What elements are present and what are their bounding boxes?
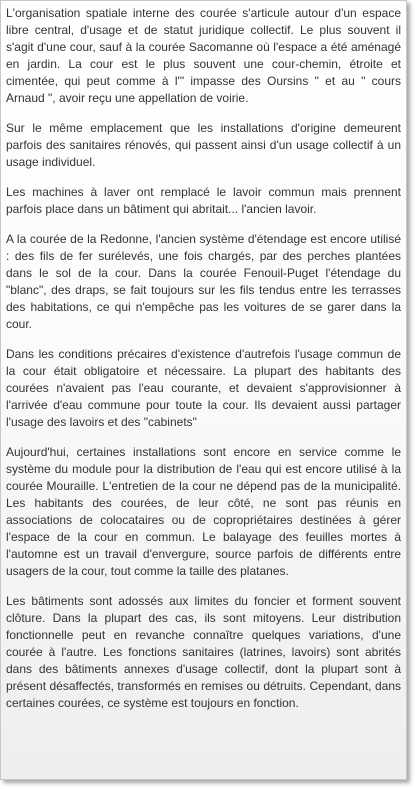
- paragraph-usage-commun: Dans les conditions précaires d'existence d'autrefois l'usage commun de la cour était obligatoire et nécessaire. La plupart des habitants des courées n'avaient pas l'eau courante, et devaient s'approvisionner à l'arrivée d'eau commune pour toute la cour. Ils devaient aussi partager l'usage des lavoirs et des "cabinets": [6, 347, 401, 429]
- paragraph-sanitaires: Sur le même emplacement que les installations d'origine demeurent parfois des sanitaires rénovés, qui passent ainsi d'un usage collectif à un usage individuel.: [6, 121, 401, 169]
- paragraph-entretien: Aujourd'hui, certaines installations sont encore en service comme le système du module pour la distribution de l'eau qui est encore utilisé à la courée Mouraille. L'entretien de la cour ne dépend pas de la municipalité. Les habitants des courées, de leur côté, ne sont pas réunis en associations de colocataires ou de copropriétaires destinées à gérer l'espace de la cour en commun. Le balayage des feuilles mortes à l'automne est un travail d'envergure, source parfois de différents entre usagers de la cour, tout comme la taille des platanes.: [6, 445, 401, 578]
- paragraph-etendage: A la courée de la Redonne, l'ancien système d'étendage est encore utilisé : des fils de fer surélevés, une fois chargés, par des perches plantées dans le sol de la cour. Dans la courée Fenouil-Puget l'étendage du "blanc", des draps, se fait toujours sur les fils tendus entre les terrasses des habitations, ce qui n'empêche pas les voitures de se garer dans la cour.: [6, 232, 401, 331]
- paragraph-machines-a-laver: Les machines à laver ont remplacé le lavoir commun mais prennent parfois place dans un bâtiment qui abritait... l'ancien lavoir.: [6, 185, 401, 216]
- paragraph-batiments: Les bâtiments sont adossés aux limites du foncier et forment souvent clôture. Dans la plupart des cas, ils sont mitoyens. Leur distribution fonctionnelle peut en revanche connaître quelques variations, d'une courée à l'autre. Les fonctions sanitaires (latrines, lavoirs) sont abrités dans des bâtiments annexes d'usage collectif, dont la plupart sont à présent désaffectés, transformés en remises ou détruits. Cependant, dans certaines courées, ce système est toujours en fonction.: [6, 594, 401, 710]
- paragraph-cour-organisation: L'organisation spatiale interne des courée s'articule autour d'un espace libre central, d'usage et de statut juridique collectif. Le plus souvent il s'agit d'une cour, sauf à la courée Sacomanne où l'espace a été aménagé en jardin. La cour est le plus souvent une cour-chemin, étroite et cimentée, qui peut comme à l'" impasse des Oursins " et au " cours Arnaud ", avoir reçu une appellation de voirie.: [6, 6, 401, 105]
